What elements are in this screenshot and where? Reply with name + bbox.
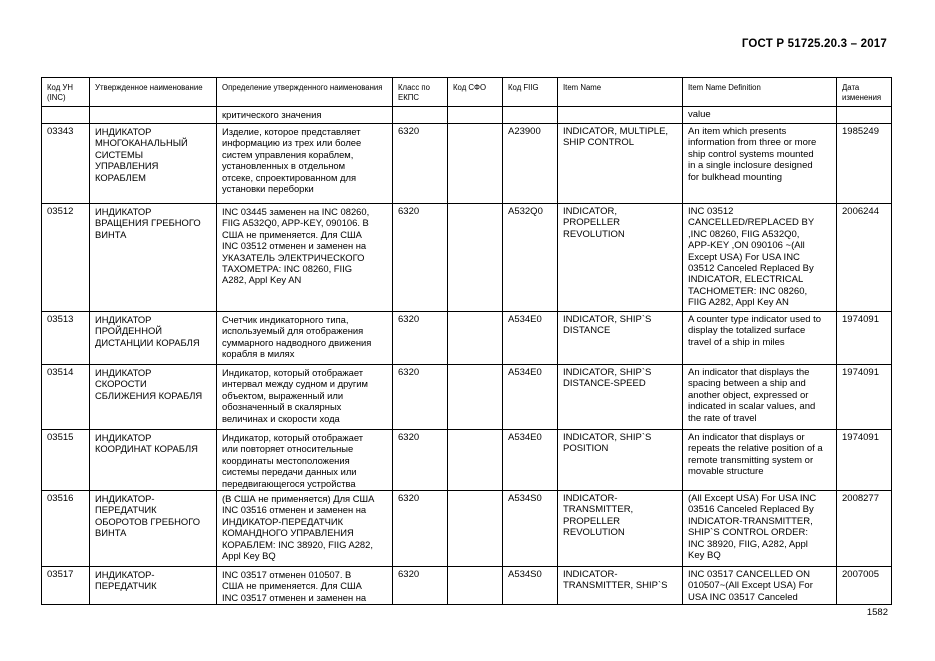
table-row bbox=[42, 567, 892, 605]
table-row bbox=[42, 365, 892, 430]
cell-date: 1985249 bbox=[837, 124, 892, 204]
cell-class: 6320 bbox=[393, 430, 448, 491]
cell-item-name: INDICATOR, SHIP`S DISTANCE-SPEED bbox=[563, 367, 652, 390]
table-row bbox=[42, 204, 892, 312]
cell-sfo bbox=[448, 124, 503, 204]
cell-class: 6320 bbox=[393, 124, 448, 204]
cell-name-ru: ИНДИКАТОР КООРДИНАТ КОРАБЛЯ bbox=[95, 432, 198, 455]
col-header-definition-en: Item Name Definition bbox=[683, 78, 837, 107]
cell-definition-ru: Индикатор, который отображает или повторяет относительные координаты местоположения системы передачи данных или передвигающегося устройства bbox=[222, 432, 364, 489]
col-header-name-ru: Утвержденное наименование bbox=[90, 78, 217, 107]
standard-header: ГОСТ Р 51725.20.3 – 2017 bbox=[741, 38, 887, 50]
cell-inc: 03513 bbox=[42, 312, 90, 365]
cell-name-ru: ИНДИКАТОР ПРОЙДЕННОЙ ДИСТАНЦИИ КОРАБЛЯ bbox=[95, 314, 200, 348]
cell-sfo bbox=[448, 365, 503, 430]
cell-date: 1974091 bbox=[837, 430, 892, 491]
cell-name-ru: ИНДИКАТОР- ПЕРЕДАТЧИК ОБОРОТОВ ГРЕБНОГО ВИНТА bbox=[95, 493, 201, 539]
cell-definition-ru: INC 03517 отменен 010507. В США не применяется. Для США INC 03517 отменен и заменен на bbox=[222, 569, 367, 603]
cell-fiig: A532Q0 bbox=[503, 204, 558, 312]
cell-definition-en: A counter type indicator used to display the totalized surface travel of a ship in miles bbox=[688, 314, 822, 348]
cell-item-name: INDICATOR, MULTIPLE, SHIP CONTROL bbox=[563, 126, 669, 149]
cell-inc: 03512 bbox=[42, 204, 90, 312]
cell-definition-ru: критического значения bbox=[217, 107, 393, 124]
cell-class: 6320 bbox=[393, 567, 448, 605]
cell-item-name: INDICATOR, PROPELLER REVOLUTION bbox=[563, 206, 625, 240]
cell-definition-en: An item which presents information from three or more ship control systems mounted in a single inclosure designed for bulkhead mounting bbox=[688, 126, 817, 183]
col-header-date: Дата изменения bbox=[837, 78, 892, 107]
cell-sfo bbox=[448, 312, 503, 365]
table-row bbox=[42, 430, 892, 491]
cell-fiig: A534S0 bbox=[503, 567, 558, 605]
cell-inc: 03343 bbox=[42, 124, 90, 204]
col-header-sfo: Код СФО bbox=[448, 78, 503, 107]
cell-date: 1974091 bbox=[837, 312, 892, 365]
col-header-inc: Код УН (INC) bbox=[42, 78, 90, 107]
cell-item-name: INDICATOR, SHIP`S POSITION bbox=[563, 432, 652, 455]
cell-definition-en: INC 03517 CANCELLED ON 010507~(All Except USA) For USA INC 03517 Canceled bbox=[688, 569, 813, 603]
col-header-fiig: Код FIIG bbox=[503, 78, 558, 107]
cell-date: 2008277 bbox=[837, 491, 892, 567]
table-row bbox=[42, 124, 892, 204]
cell-fiig: A534E0 bbox=[503, 365, 558, 430]
cell-definition-ru: INC 03445 заменен на INC 08260, FIIG A532Q0, APP-KEY, 090106. В США не применяется. Для США INC 03512 отменен и заменен на УКАЗАТЕЛЬ ЭЛЕКТРИЧЕСКОГО ТАХОМЕТРА: INC 08260, FIIG A282, Appl Key AN bbox=[222, 206, 370, 286]
cell-sfo bbox=[448, 430, 503, 491]
cell-sfo bbox=[448, 204, 503, 312]
table-row bbox=[42, 491, 892, 567]
cell-item-name: INDICATOR, SHIP`S DISTANCE bbox=[563, 314, 652, 337]
cell-fiig: A534E0 bbox=[503, 312, 558, 365]
cell-name-ru: ИНДИКАТОР ВРАЩЕНИЯ ГРЕБНОГО ВИНТА bbox=[95, 206, 201, 240]
cell-name-ru: ИНДИКАТОР МНОГОКАНАЛЬНЫЙ СИСТЕМЫ УПРАВЛЕНИЯ КОРАБЛЕМ bbox=[95, 126, 188, 183]
cell-fiig: A23900 bbox=[503, 124, 558, 204]
cell-inc: 03517 bbox=[42, 567, 90, 605]
cell-fiig: A534E0 bbox=[503, 430, 558, 491]
table-header bbox=[42, 78, 892, 107]
cell-date: 2006244 bbox=[837, 204, 892, 312]
cell-definition-en: value bbox=[683, 107, 837, 124]
continuation-row bbox=[42, 107, 892, 124]
cell-item-name: INDICATOR- TRANSMITTER, SHIP`S bbox=[563, 569, 668, 592]
page-number: 1582 bbox=[866, 607, 888, 618]
cell-name-ru: ИНДИКАТОР СКОРОСТИ СБЛИЖЕНИЯ КОРАБЛЯ bbox=[95, 367, 203, 401]
cell-definition-ru: (В США не применяется) Для США INC 03516 отменен и заменен на ИНДИКАТОР-ПЕРЕДАТЧИК КОМАНДНОГО УПРАВЛЕНИЯ КОРАБЛЕМ: INC 38920, FIIG A282, Appl Key BQ bbox=[222, 493, 375, 562]
col-header-class: Класс по ЕКПС bbox=[393, 78, 448, 107]
col-header-definition-ru: Определение утвержденного наименования bbox=[217, 78, 393, 107]
cell-definition-ru: Счетчик индикаторного типа, используемый для отображения суммарного надводного движения корабля в милях bbox=[222, 314, 372, 360]
cell-fiig: A534S0 bbox=[503, 491, 558, 567]
cell-definition-en: An indicator that displays or repeats the relative position of a remote transmitting system or movable structure bbox=[688, 432, 823, 478]
cell-date: 2007005 bbox=[837, 567, 892, 605]
cell-definition-en: An indicator that displays the spacing between a ship and another object, expressed or indicated in scalar values, and the rate of travel bbox=[688, 367, 816, 424]
cell-definition-ru: Изделие, которое представляет информацию из трех или более систем управления кораблем, установленных в отдельном отсеке, спроектированном для установки переборки bbox=[222, 126, 362, 195]
cell-inc: 03514 bbox=[42, 365, 90, 430]
cell-class: 6320 bbox=[393, 312, 448, 365]
cell-date: 1974091 bbox=[837, 365, 892, 430]
cell-definition-ru: Индикатор, который отображает интервал между судном и другим объектом, выраженный или обозначенный в скалярных величинах и скорости хода bbox=[222, 367, 368, 424]
cell-class: 6320 bbox=[393, 204, 448, 312]
col-header-item-name: Item Name bbox=[558, 78, 683, 107]
nomenclature-table bbox=[41, 77, 892, 605]
cell-definition-en: INC 03512 CANCELLED/REPLACED BY ,INC 08260, FIIG A532Q0, APP-KEY ,ON 090106 ~(All Except USA) For USA INC 03512 Canceled Replaced By INDICATOR, ELECTRICAL TACHOMETER: INC 08260, FIIG A282, Appl Key AN bbox=[688, 206, 815, 309]
cell-class: 6320 bbox=[393, 365, 448, 430]
cell-sfo bbox=[448, 491, 503, 567]
cell-definition-en: (All Except USA) For USA INC 03516 Canceled Replaced By INDICATOR-TRANSMITTER, SHIP`S CONTROL ORDER: INC 38920, FIIG, A282, Appl Key BQ bbox=[688, 493, 817, 562]
cell-inc: 03515 bbox=[42, 430, 90, 491]
cell-sfo bbox=[448, 567, 503, 605]
cell-name-ru: ИНДИКАТОР- ПЕРЕДАТЧИК bbox=[95, 569, 157, 592]
cell-item-name: INDICATOR- TRANSMITTER, PROPELLER REVOLUTION bbox=[563, 493, 634, 539]
cell-inc: 03516 bbox=[42, 491, 90, 567]
cell-class: 6320 bbox=[393, 491, 448, 567]
table-row bbox=[42, 312, 892, 365]
